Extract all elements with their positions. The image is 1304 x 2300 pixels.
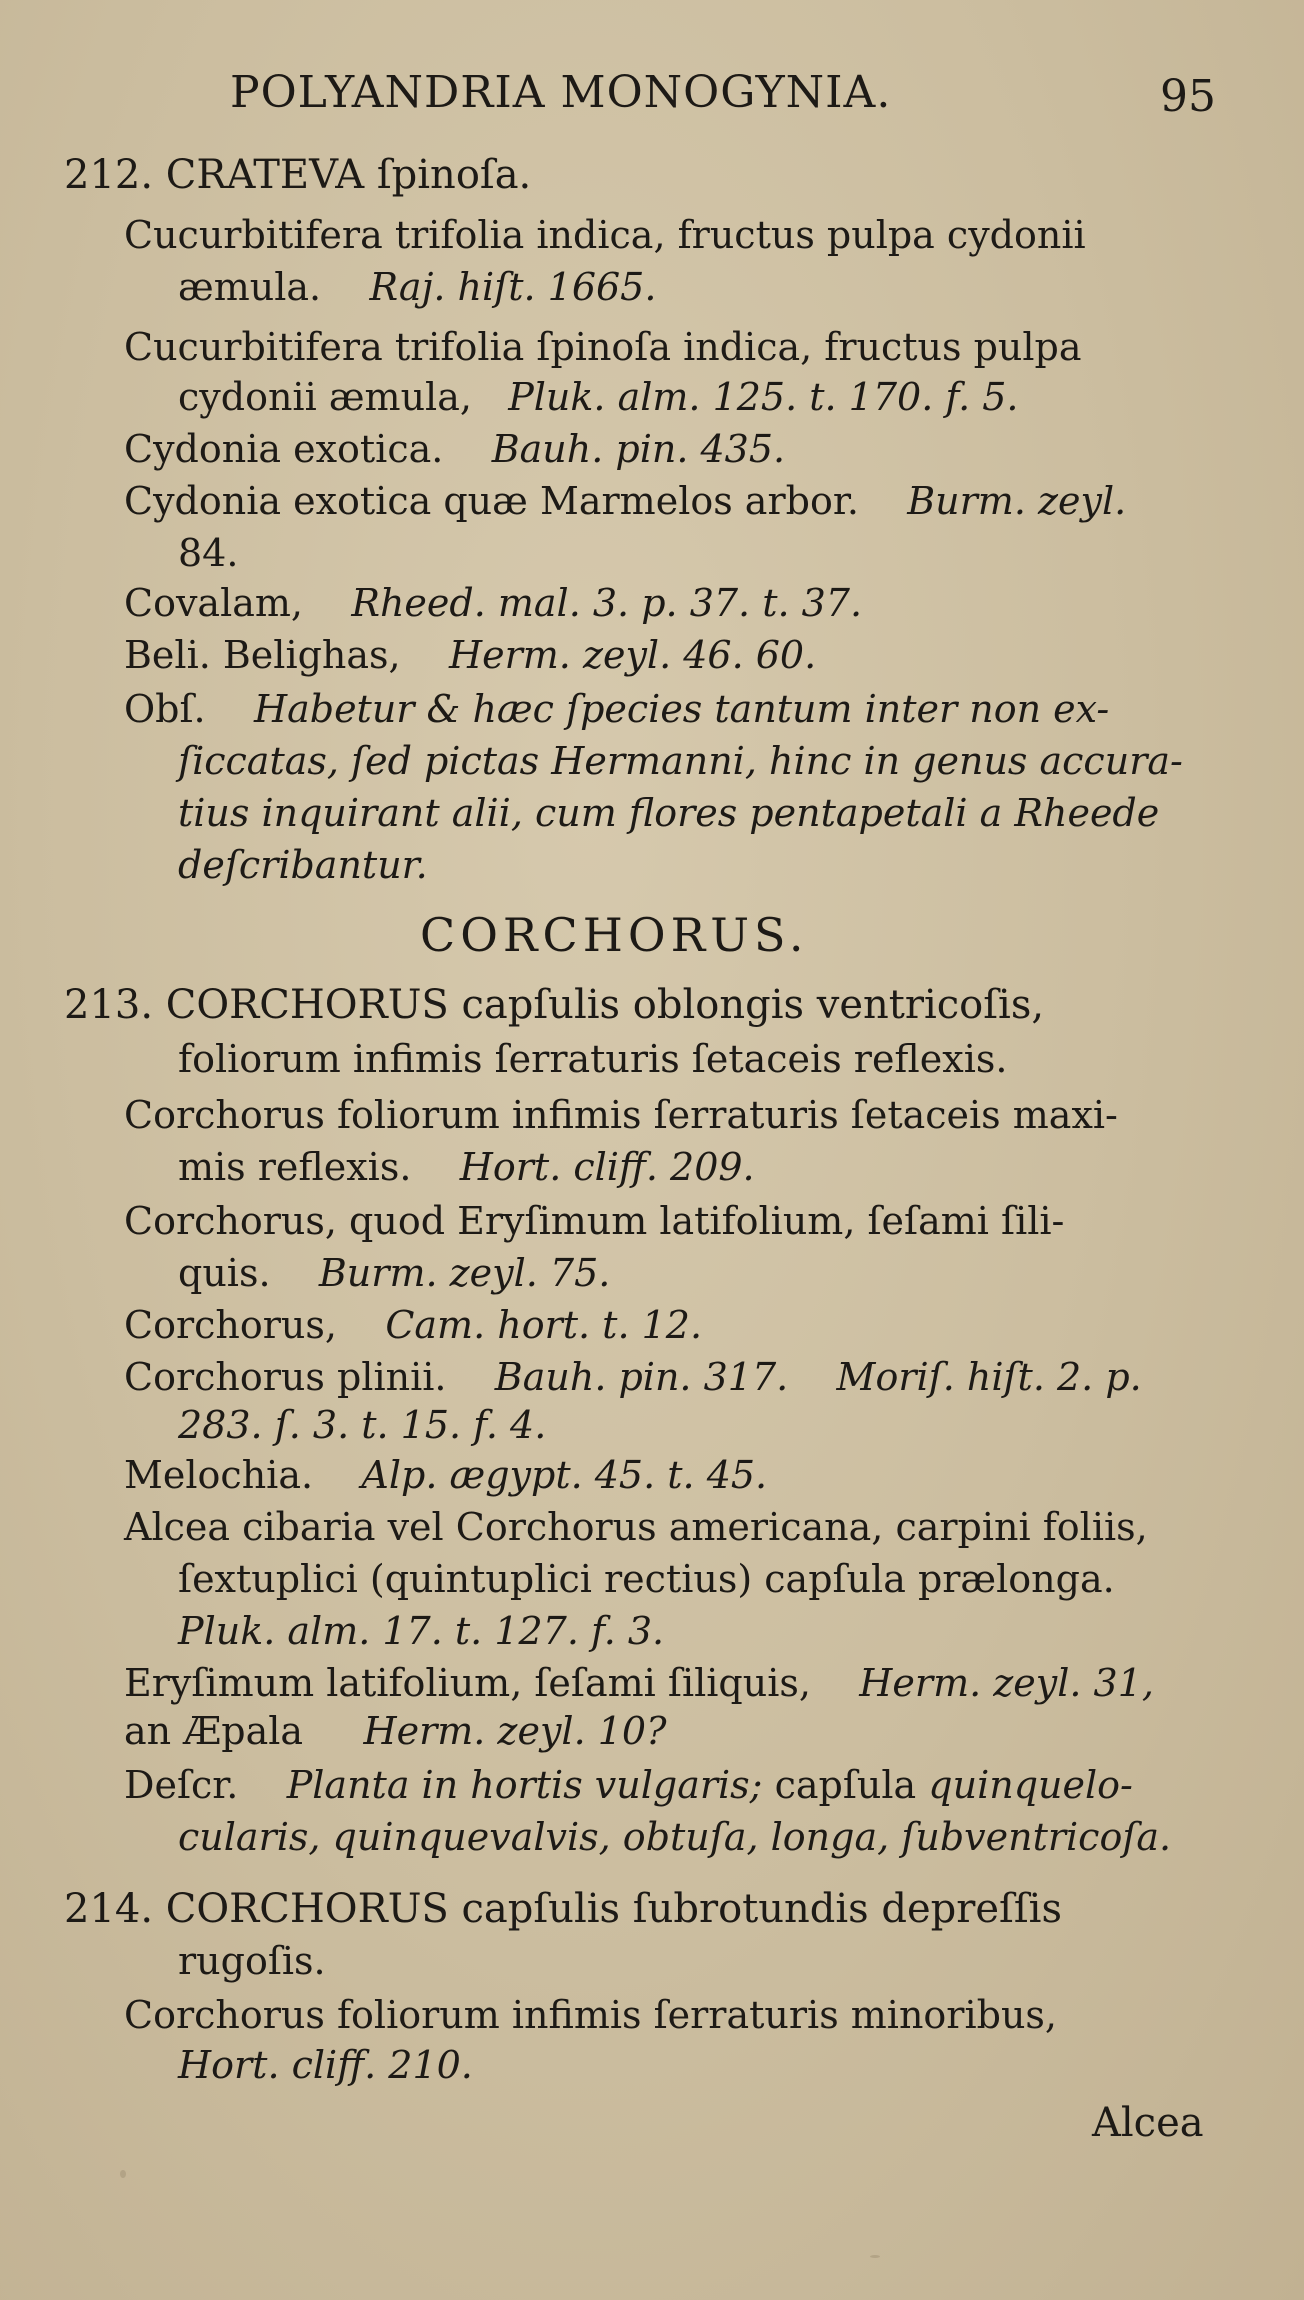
citation: Herm. zeyl. 46. 60. [448, 633, 817, 677]
synonym-line: Cydonia exotica. Bauh. pin. 435. [124, 427, 786, 471]
genus-heading: CORCHORUS. [420, 908, 809, 962]
citation: Raj. hiſt. 1665. [369, 265, 657, 309]
observation-line: ſiccatas, ſed pictas Hermanni, hinc in genus accura- [178, 739, 1183, 783]
citation: Bauh. pin. 435. [491, 427, 786, 471]
citation: Herm. zeyl. 10? [363, 1709, 667, 1753]
synonym-line: Cucurbitifera trifolia indica, fructus pulpa cydonii [124, 213, 1086, 257]
paper-speck [870, 2255, 880, 2258]
synonym-line: Corchorus plinii. Bauh. pin. 317. Moriſ. hiſt. 2. p. [124, 1355, 1142, 1399]
synonym-line: Melochia. Alp. ægypt. 45. t. 45. [124, 1453, 768, 1497]
citation: Cam. hort. t. 12. [385, 1303, 703, 1347]
citation: Herm. zeyl. 31, [859, 1661, 1154, 1705]
synonym-line: Pluk. alm. 17. t. 127. f. 3. [178, 1609, 665, 1653]
synonym-line: Alcea cibaria vel Corchorus americana, carpini foliis, [124, 1505, 1148, 1549]
synonym-line: 84. [178, 531, 239, 575]
description-line: cularis, quinquevalvis, obtuſa, longa, ſubventricoſa. [178, 1815, 1172, 1859]
synonym-line: 283. ſ. 3. t. 15. f. 4. [178, 1403, 547, 1447]
synonym-line: Cydonia exotica quæ Marmelos arbor. Burm. zeyl. [124, 479, 1127, 523]
synonym-line: cydonii æmula, Pluk. alm. 125. t. 170. f. 5. [178, 375, 1019, 419]
page-number: 95 [1160, 71, 1216, 122]
citation: Alp. ægypt. 45. t. 45. [361, 1453, 768, 1497]
running-header: POLYANDRIA MONOGYNIA. [230, 67, 892, 118]
citation: Hort. cliff. 209. [459, 1145, 755, 1189]
synonym-line: Cucurbitifera trifolia ſpinoſa indica, fructus pulpa [124, 325, 1082, 369]
description-line: Deſcr. Planta in hortis vulgaris; capſula quinquelo- [124, 1763, 1133, 1807]
synonym-line: mis reflexis. Hort. cliff. 209. [178, 1145, 755, 1189]
catchword: Alcea [1092, 2100, 1204, 2146]
citation: Rheed. mal. 3. p. 37. t. 37. [351, 581, 863, 625]
synonym-line: Corchorus, quod Eryſimum latifolium, ſeſami ſili- [124, 1199, 1065, 1243]
observation-line: Obſ. Habetur & hæc ſpecies tantum inter non ex- [124, 687, 1110, 731]
synonym-line: Corchorus, Cam. hort. t. 12. [124, 1303, 703, 1347]
synonym-line: quis. Burm. zeyl. 75. [178, 1251, 611, 1295]
paper-speck [120, 2170, 126, 2178]
synonym-line: Covalam, Rheed. mal. 3. p. 37. t. 37. [124, 581, 863, 625]
citation: Bauh. pin. 317. [494, 1355, 789, 1399]
entry-214-heading: 214. CORCHORUS capſulis ſubrotundis depreſſis [64, 1886, 1062, 1932]
observation-line: deſcribantur. [178, 843, 428, 887]
diagnosis-line: foliorum infimis ſerraturis ſetaceis reflexis. [178, 1037, 1008, 1081]
synonym-line: Eryſimum latifolium, ſeſami ſiliquis, Herm. zeyl. 31, [124, 1661, 1154, 1705]
synonym-line: an Æpala Herm. zeyl. 10? [124, 1709, 667, 1753]
entry-213-heading: 213. CORCHORUS capſulis oblongis ventricoſis, [64, 982, 1045, 1028]
synonym-line: Corchorus foliorum infimis ſerraturis ſetaceis maxi- [124, 1093, 1118, 1137]
citation: Burm. zeyl. [907, 479, 1127, 523]
citation: Burm. zeyl. 75. [318, 1251, 611, 1295]
diagnosis-line: rugoſis. [178, 1939, 326, 1983]
synonym-line: Corchorus foliorum infimis ſerraturis minoribus, [124, 1993, 1058, 2037]
synonym-line: Beli. Belighas, Herm. zeyl. 46. 60. [124, 633, 817, 677]
synonym-line: æmula. Raj. hiſt. 1665. [178, 265, 657, 309]
observation-line: tius inquirant alii, cum flores pentapetali a Rheede [178, 791, 1160, 835]
citation: Moriſ. hiſt. 2. p. [836, 1355, 1142, 1399]
citation: Pluk. alm. 125. t. 170. f. 5. [508, 375, 1019, 419]
synonym-line: Hort. cliff. 210. [178, 2043, 473, 2087]
entry-212-heading: 212. CRATEVA ſpinoſa. [64, 152, 532, 198]
synonym-line: ſextuplici (quintuplici rectius) capſula prælonga. [178, 1557, 1115, 1601]
